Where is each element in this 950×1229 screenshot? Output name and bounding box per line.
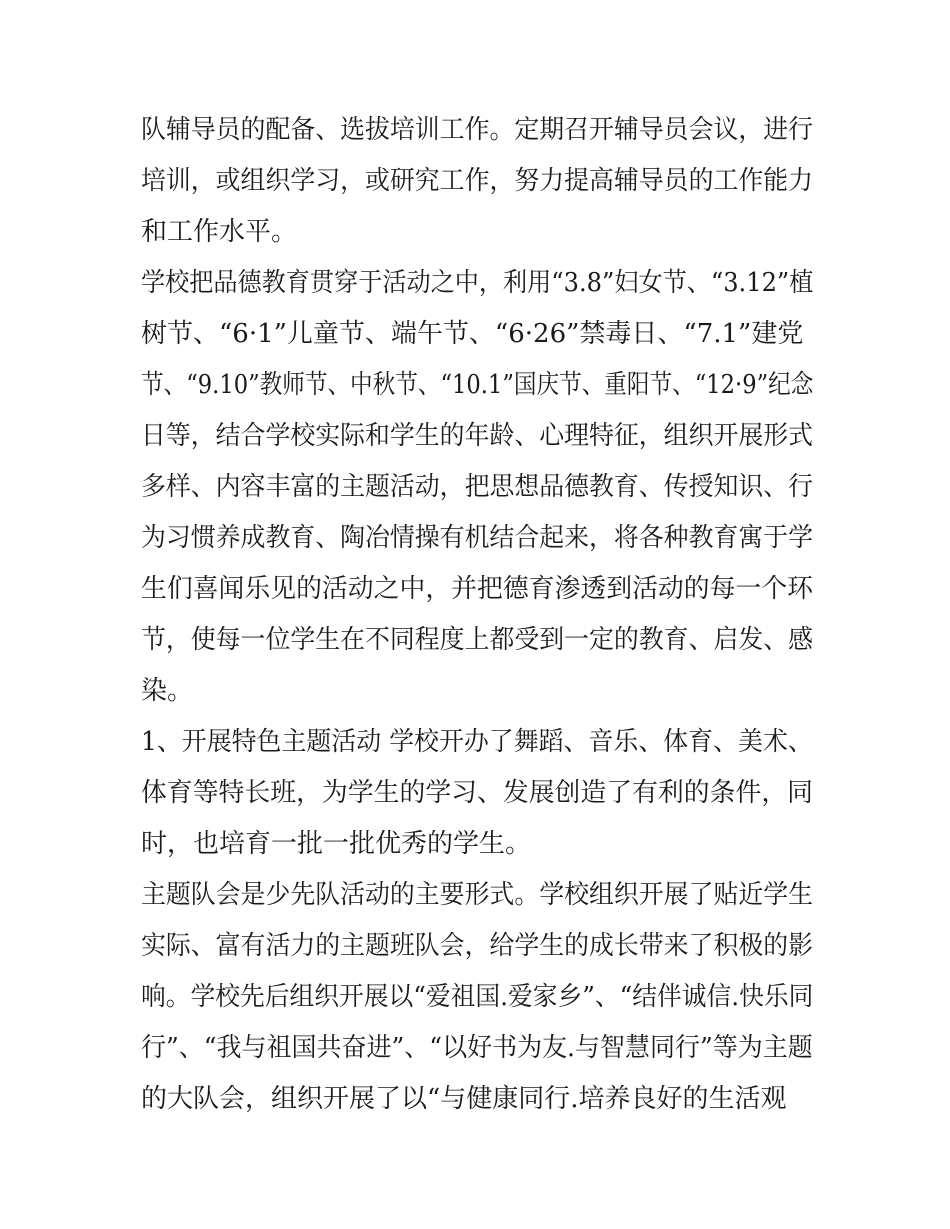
text-line: 响。学校先后组织开展以“爱祖国.爱家乡”、“结伴诚信.快乐同 [141,982,814,1012]
text-line: 日等，结合学校实际和学生的年龄、心理特征，组织开展形式 [141,421,814,451]
text-line: 树节、“6·1”儿童节、端午节、“6·26”禁毒日、“7.1”建党 [141,319,804,349]
text-line: 节，使每一位学生在不同程度上都受到一定的教育、启发、感 [141,625,814,655]
text-line: 生们喜闻乐见的活动之中，并把德育渗透到活动的每一个环 [141,574,814,604]
text-line: 行”、“我与祖国共奋进”、“以好书为友.与智慧同行”等为主题 [141,1033,813,1063]
text-line: 节、“9.10”教师节、中秋节、“10.1”国庆节、重阳节、“12·9”纪念 [141,370,814,400]
text-line: 的大队会，组织开展了以“与健康同行.培养良好的生活观 [141,1084,787,1114]
text-line: 主题队会是少先队活动的主要形式。学校组织开展了贴近学生 [141,880,814,910]
text-line: 为习惯养成教育、陶冶情操有机结合起来，将各种教育寓于学 [141,523,814,553]
text-line: 时，也培育一批一批优秀的学生。 [141,829,532,859]
text-line: 体育等特长班，为学生的学习、发展创造了有利的条件，同 [141,778,814,808]
text-line: 队辅导员的配备、选拔培训工作。定期召开辅导员会议，进行 [141,115,814,145]
text-line: 培训，或组织学习，或研究工作，努力提高辅导员的工作能力 [141,166,814,196]
text-line: 染。 [141,676,194,706]
text-line: 和工作水平。 [141,217,298,247]
text-line: 学校把品德教育贯穿于活动之中，利用“3.8”妇女节、“3.12”植 [141,268,814,298]
text-line: 1、开展特色主题活动 学校开办了舞蹈、音乐、体育、美术、 [141,727,813,757]
text-line: 多样、内容丰富的主题活动，把思想品德教育、传授知识、行 [141,472,814,502]
text-line: 实际、富有活力的主题班队会，给学生的成长带来了积极的影 [141,931,814,961]
